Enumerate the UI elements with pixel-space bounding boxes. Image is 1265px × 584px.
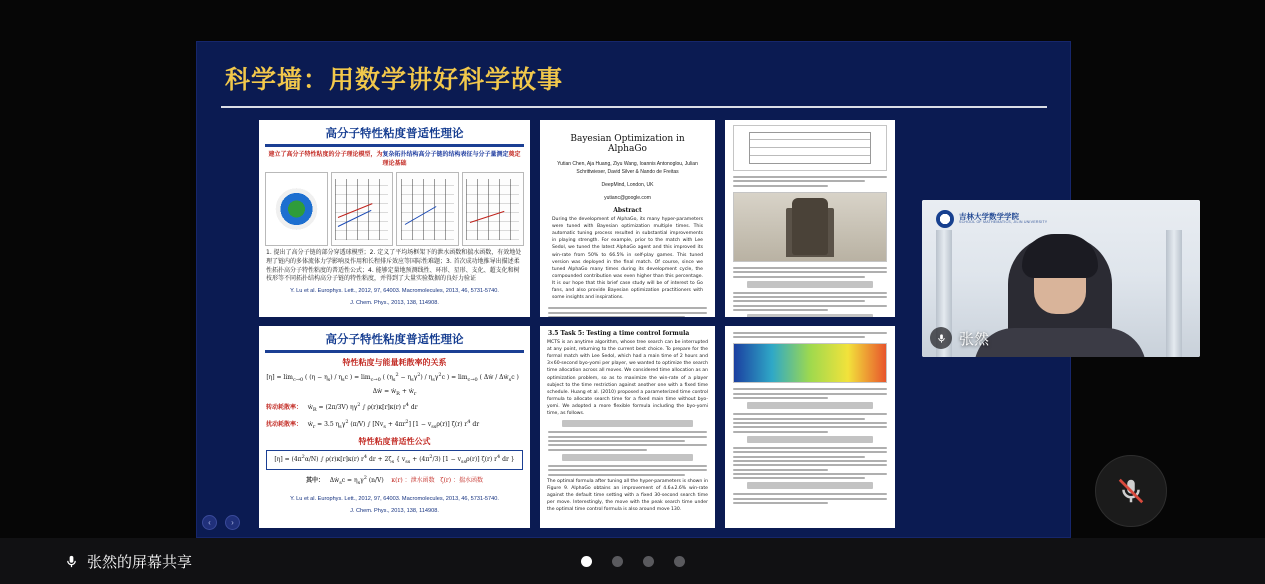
panel-d-drag-label: 扰动耗散率： [266, 421, 303, 429]
panel-e-lines-2 [548, 465, 707, 476]
panel-d-reference-2: J. Chem. Phys., 2013, 138, 114908. [350, 507, 439, 514]
panel-a-reference-1: Y. Lu et al. Europhys. Lett., 2012, 97, 64003. Macromolecules, 2013, 46, 5731-5740. [290, 288, 499, 295]
panel-a-reference-2: J. Chem. Phys., 2013, 138, 114908. [350, 299, 439, 306]
panel-d-drag-line: 扰动耗散率： ẇ$_r$ = 3.5 $\eta_s\gamma^2$ (π/V) ∫ $[Nv_s + 4\pi r^2] [1 - v_{ss}\rho(r)]$ ζ(r) $r^4$ dr [266, 419, 480, 431]
panel-a-heading-rule [265, 144, 524, 147]
panel-a-intro-2: 奠定理论基础 [382, 151, 521, 167]
figure-sphere-model [265, 172, 328, 246]
slide-title: 科学墙：用数学讲好科学故事 [225, 65, 564, 94]
panel-e-lines-1 [548, 431, 707, 451]
panel-alphago-paper [540, 120, 715, 317]
panel-c-lines-mid [733, 267, 887, 278]
panel-d-formula-eta: $[\eta] = \lim_{c\to 0}$ ( $(\eta - \eta_s) / \eta_sc$ ) = $\lim_{c\to 0}$ ( $(\eta_s^2 - \eta_s\gamma^2) / \eta_s\gamma^2c$ ) = $\lim_{c\to 0}$ ( Δẇ / Δẇ$_s$c ) Δẇ = ẇ$_R$ + ẇ$_r$ [266, 372, 523, 397]
panel-d-formula-box: $[\eta] = (4\pi^2\alpha/N)$ ∫ ρ(r)κ[r]κ(r) $r^4$ dr + $2\zeta_s$ { $v_{ss} + (4\pi^2/3) [1 - v_{ss}\rho(r)]$ ζ(r) $r^4$ dr } [266, 450, 523, 471]
panel-f-lines-2 [733, 413, 887, 433]
panel-d-rot-label: 转动耗散率： [266, 404, 303, 412]
panel-d-reference-1: Y. Lu et al. Europhys. Lett., 2012, 97, 64003. Macromolecules, 2013, 46, 5731-5740. [290, 496, 499, 503]
panel-b-title: Bayesian Optimization in AlphaGo [570, 134, 685, 154]
microphone-icon [930, 327, 952, 349]
panel-b-affiliation: DeepMind, London, UK [601, 182, 654, 188]
panel-polymer-theory-bottom [259, 326, 530, 528]
panel-d-universal-formula [266, 450, 523, 489]
panel-f-lines-4 [733, 493, 887, 504]
panel-f-lines-3 [733, 447, 887, 480]
panel-a-points: 1. 提出了高分子链的部分穿透球模型；2. 定义了平均场框架下的泄水函数和揣水函数，有效地处理了链内的多体流体力学影响及作用和长程排斥效应等国际性难题；3. 首次成功地推导出描述柔性拓扑高分子特性粘度的普适性公式；4. 能够定量地预测线性、环形、星形、支化、超支化和树枝形等不同拓扑结构高分子链的特性粘度，并得到了大量实验数据的良好力验证 [266, 249, 522, 283]
panel-b-filler-lines [548, 307, 707, 317]
figure-heatmap [733, 343, 887, 383]
panel-d-where-label: 其中： [305, 477, 324, 485]
figure-schematic-diagram [733, 125, 887, 171]
panel-c-equation-1 [747, 281, 873, 288]
panel-time-control-paper [540, 326, 715, 528]
figure-scatter-plot-3 [462, 172, 525, 246]
panel-polymer-theory-top [259, 120, 530, 317]
page-dot-4[interactable] [674, 556, 685, 567]
page-dot-3[interactable] [643, 556, 654, 567]
panel-c-lines-bottom [733, 292, 887, 312]
figure-humanoid-robot [733, 192, 887, 262]
panel-a-figures [265, 172, 524, 246]
panel-e-equation-2 [562, 454, 693, 461]
university-name: 吉林大学数学学院 [959, 212, 1019, 222]
panel-f-lines-top [733, 332, 887, 338]
university-seal-icon [936, 210, 954, 228]
slide-title-divider [221, 106, 1047, 108]
panel-b-email: yutianc@google.com [604, 195, 651, 201]
panel-d-rot-line: 转动耗散率： ẇ$_R$ = (2π/3V) $\eta\gamma^2$ ∫ ρ(r)κ[r]κ(r) $r^4$ dr [266, 402, 418, 414]
panel-a-intro-highlight: 复杂拓扑结构高分子链的结构表征与分子量测定 [382, 151, 509, 158]
panel-d-subheading-2: 特性粘度普适性公式 [358, 436, 431, 446]
slide-prev-button[interactable]: ‹ [202, 515, 217, 530]
panel-d-formulas [266, 371, 523, 433]
slide-next-button[interactable]: › [225, 515, 240, 530]
bottom-status-bar [0, 538, 1265, 584]
page-indicator[interactable] [0, 556, 1265, 567]
university-logo [936, 210, 1047, 228]
panel-f-equation-2 [747, 436, 873, 443]
panel-e-section-title: 3.5 Task 5: Testing a time control formula [548, 330, 690, 337]
panel-c-lines-top [733, 176, 887, 187]
figure-scatter-plot-2 [396, 172, 459, 246]
participant-name-badge [930, 327, 989, 349]
panel-d-legend-1: κ(r) ：泄水函数 [391, 477, 435, 485]
panel-e-equation-1 [562, 420, 693, 427]
panel-robot-figures [725, 120, 895, 317]
panel-d-subheading-1: 特性粘度与能量耗散率的关系 [342, 358, 447, 367]
background-column-right [1166, 230, 1182, 357]
panel-d-heading: 高分子特性粘度普适性理论 [259, 326, 530, 350]
panel-c-equation-2 [747, 314, 873, 317]
page-dot-2[interactable] [612, 556, 623, 567]
panel-f-lines-1 [733, 388, 887, 399]
mute-toggle-button[interactable] [1095, 455, 1167, 527]
panel-b-authors: Yutian Chen, Aja Huang, Ziyu Wang, Ioannis Antonoglou, Julian Schrittwieser, David Silver & Nando de Freitas [557, 161, 698, 175]
participant-shoulders [974, 328, 1146, 357]
figure-scatter-plot-1 [331, 172, 394, 246]
panel-d-heading-rule [265, 350, 524, 353]
slide-navigation[interactable] [202, 515, 240, 530]
panel-b-abstract-heading: Abstract [613, 207, 642, 214]
panel-a-heading: 高分子特性粘度普适性理论 [259, 120, 530, 144]
panel-a-intro-1: 建立了高分子特性粘度的分子理论模型，为 [268, 151, 383, 158]
panel-a-intro [259, 151, 530, 168]
panel-d-where-line: 其中： Δẇ$_s$c = $\eta_s\gamma^2$ (n/V) κ(r) ：泄水函数 ζ(r) ：揣水函数 [305, 475, 484, 487]
panel-f-equation-1 [747, 402, 873, 409]
panel-f-equation-3 [747, 482, 873, 489]
page-dot-1[interactable] [581, 556, 592, 567]
slide-panel-grid [259, 120, 1013, 528]
panel-results-figures [725, 326, 895, 528]
panel-b-abstract-text: During the development of AlphaGo, its many hyper-parameters were tuned with Bayesian optimization multiple times. This automatic tuning process resulted in substantial improvements in playing strength. For example, prior to the match with Lee Sedol, we tuned the latest AlphaGo agent and this improved its win-rate from 50% to 66.5% in self-play games. This tuned version was deployed in the final match. Of course, since we tuned AlphaGo many times during its development cycle, the compounded contribution was even higher than this percentage. It is our hope that this brief case study will be of interest to Go fans, and also provide Bayesian optimization practitioners with some insights and inspirations. [552, 217, 703, 301]
panel-e-body-text: MCTS is an anytime algorithm, whose tree search can be interrupted at any point, returning to the current best choice. To prepare for the formal match with Lee Sedol, which had a main time of 2 hours and 3×60-second byo-yomi per player, we wanted to optimize the search time allocation across all moves. We considered time allocation as an optimization problem, so as to maximize the win-rate of a player subject to the time restriction against another one with a fixed time schedule. Huang et al. (2010) proposed a parameterized time control formula to allocate search time for a fixed main time without byo-yomi. We adopted a more flexible formula including the byo-yomi time, as follows. [547, 340, 708, 417]
university-name-english: SCHOOL OF MATHEMATICS, JILIN UNIVERSITY [959, 220, 1048, 225]
microphone-muted-icon [1116, 476, 1146, 506]
participant-name: 张然 [959, 329, 990, 348]
panel-e-tail-text: The optimal formula after tuning all the hyper-parameters is shown in Figure 9. AlphaGo obtains an improvement of 4.6±2.6% win-rate against the default time setting with a fixed 30-second search time per move. Interestingly, the move with the peak search time under the optimal time control formula is also around move 130. [547, 478, 708, 513]
panel-d-legend-2: ζ(r) ：揣水函数 [440, 477, 484, 485]
participant-video-tile[interactable] [922, 200, 1200, 357]
screen-share-status-label: 张然的屏幕共享 [87, 552, 193, 571]
